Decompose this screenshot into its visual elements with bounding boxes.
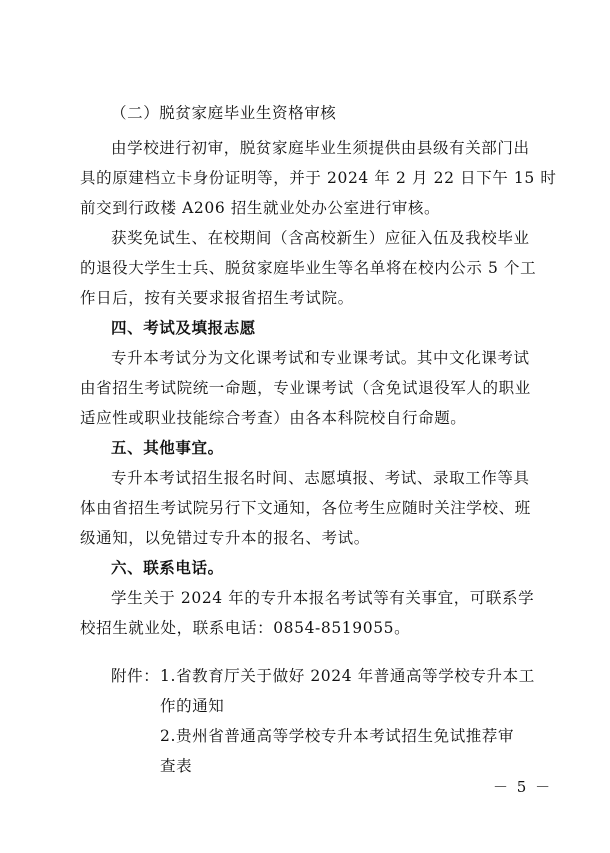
paragraph-line: 的退役大学生士兵、脱贫家庭毕业生等名单将在校内公示 5 个工	[80, 259, 537, 277]
paragraph-line: 由学校进行初审，脱贫家庭毕业生须提供由县级有关部门出	[111, 139, 530, 157]
paragraph-line: 作日后，按有关要求报省招生考试院。	[80, 289, 354, 307]
attachment-item-1-cont: 作的通知	[160, 697, 225, 715]
attachment-item-1: 1.省教育厅关于做好 2024 年普通高等学校专升本工	[160, 667, 535, 685]
page-number: － 5 －	[493, 778, 553, 796]
attachment-item-2: 2.贵州省普通高等学校专升本考试招生免试推荐审	[160, 727, 515, 745]
paragraph-line: 学生关于 2024 年的专升本报名考试等有关事宜，可联系学	[111, 589, 535, 607]
paragraph-line: 由省招生考试院统一命题，专业课考试（含免试退役军人的职业	[80, 379, 531, 397]
attachments-label: 附件：	[111, 667, 160, 685]
section2-subheading: （二）脱贫家庭毕业生资格审核	[111, 104, 337, 122]
paragraph-line: 体由省招生考试院另行下文通知，各位考生应随时关注学校、班	[80, 499, 531, 517]
paragraph-line: 具的原建档立卡身份证明等，并于 2024 年 2 月 22 日下午 15 时	[80, 169, 557, 187]
paragraph-line: 前交到行政楼 A206 招生就业处办公室进行审核。	[80, 199, 441, 217]
paragraph-line: 获奖免试生、在校期间（含高校新生）应征入伍及我校毕业	[111, 229, 530, 247]
section5-heading: 五、其他事宜。	[111, 438, 224, 457]
paragraph-line: 专升本考试招生报名时间、志愿填报、考试、录取工作等具	[111, 469, 530, 487]
paragraph-line: 专升本考试分为文化课考试和专业课考试。其中文化课考试	[111, 349, 530, 367]
attachment-item-2-cont: 查表	[160, 757, 193, 775]
paragraph-line: 校招生就业处，联系电话：0854-8519055。	[80, 619, 411, 637]
section6-heading: 六、联系电话。	[111, 558, 224, 577]
section4-heading: 四、考试及填报志愿	[111, 318, 256, 337]
paragraph-line: 适应性或职业技能综合考查）由各本科院校自行命题。	[80, 409, 467, 427]
paragraph-line: 级通知，以免错过专升本的报名、考试。	[80, 529, 370, 547]
